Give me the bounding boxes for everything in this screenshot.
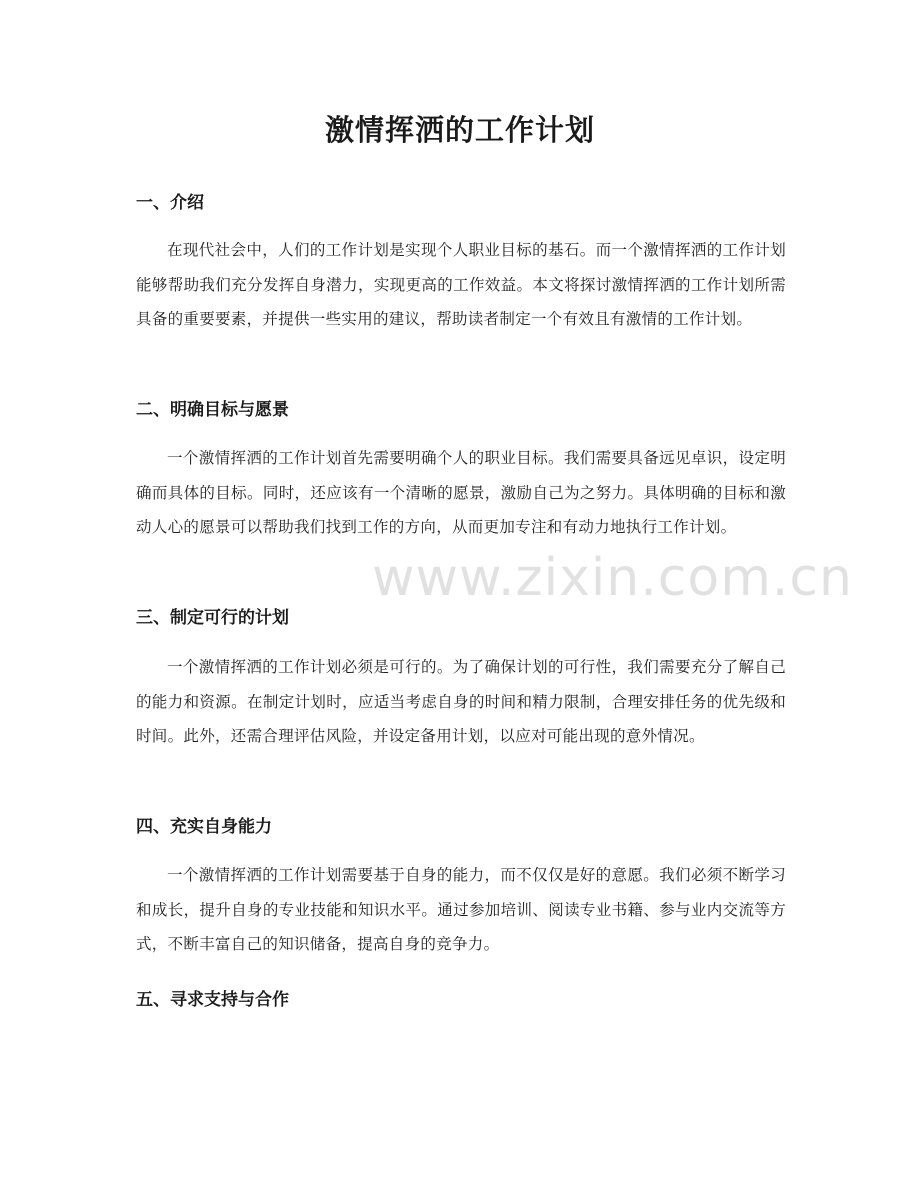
- section-paragraph-plan: 一个激情挥洒的工作计划必须是可行的。为了确保计划的可行性，我们需要充分了解自己的能力和资源。在制定计划时，应适当考虑自身的时间和精力限制，合理安排任务的优先级和时间。此外，还需合理评估风险，并设定备用计划，以应对可能出现的意外情况。: [136, 658, 786, 745]
- document-title: 激情挥洒的工作计划: [324, 113, 595, 147]
- section-paragraph-goals: 一个激情挥洒的工作计划首先需要明确个人的职业目标。我们需要具备远见卓识，设定明确而具体的目标。同时，还应该有一个清晰的愿景，激励自己为之努力。具体明确的目标和激动人心的愿景可以帮助我们找到工作的方向，从而更加专注和有动力地执行工作计划。: [136, 449, 786, 536]
- watermark: www.zixin.com.cn: [372, 548, 853, 608]
- section-heading-plan: 三、制定可行的计划: [136, 608, 289, 628]
- section-heading-abilities: 四、充实自身能力: [136, 817, 272, 837]
- section-heading-intro: 一、介绍: [136, 193, 204, 213]
- section-paragraph-intro: 在现代社会中，人们的工作计划是实现个人职业目标的基石。而一个激情挥洒的工作计划能够帮助我们充分发挥自身潜力，实现更高的工作效益。本文将探讨激情挥洒的工作计划所需具备的重要要素，并提供一些实用的建议，帮助读者制定一个有效且有激情的工作计划。: [136, 241, 786, 328]
- section-heading-support: 五、寻求支持与合作: [136, 990, 289, 1010]
- section-paragraph-abilities: 一个激情挥洒的工作计划需要基于自身的能力，而不仅仅是好的意愿。我们必须不断学习和成长，提升自身的专业技能和知识水平。通过参加培训、阅读专业书籍、参与业内交流等方式，不断丰富自己的知识储备，提高自身的竞争力。: [136, 866, 786, 953]
- section-heading-goals: 二、明确目标与愿景: [136, 400, 289, 420]
